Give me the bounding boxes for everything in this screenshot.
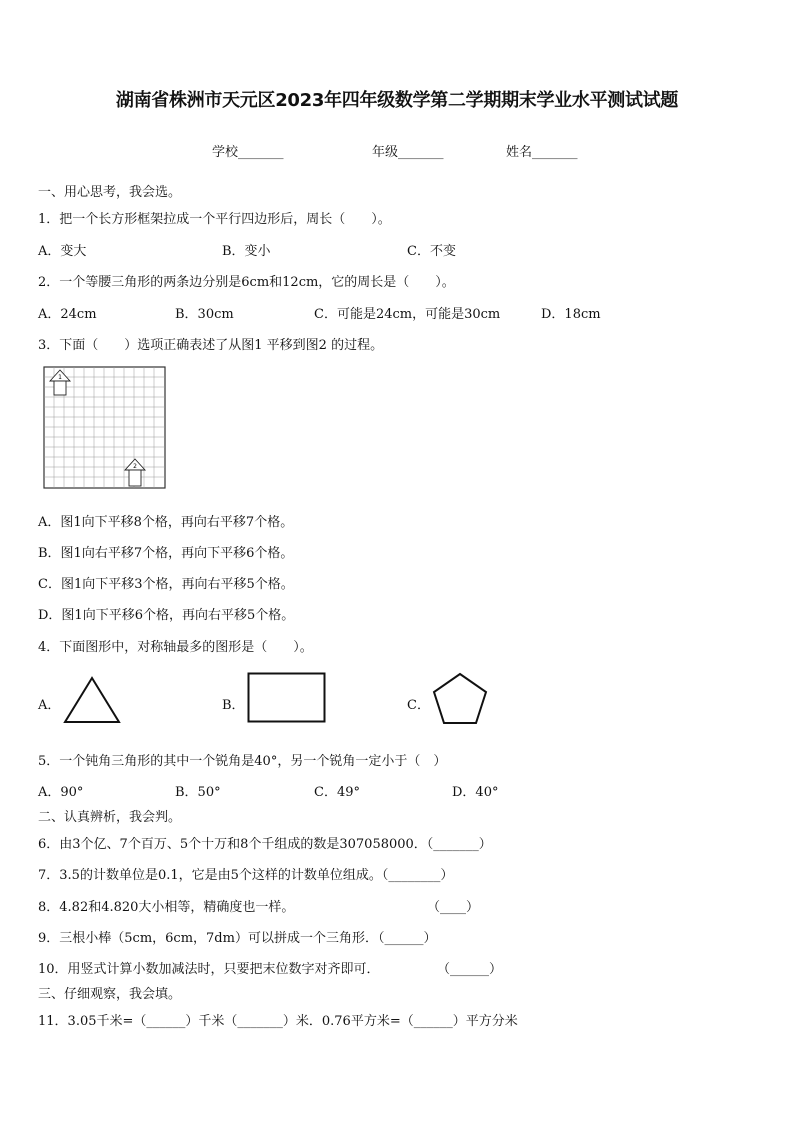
q1-option-a: A．变大 — [38, 244, 87, 259]
q2-option-b: B．30cm — [175, 307, 234, 322]
figure-2-label: 2 — [133, 463, 137, 470]
q2-option-c: C．可能是24cm，可能是30cm — [314, 307, 501, 322]
grid-svg — [43, 366, 167, 490]
section-3-heading: 三、仔细观察，我会填。 — [38, 987, 182, 1002]
q5-option-c: C．49° — [314, 785, 360, 800]
question-6: 6．由3个亿、7个百万、5个十万和8个千组成的数是307058000．（_______） — [38, 837, 492, 852]
q3-option-b: B．图1向右平移7个格，再向下平移6个格。 — [38, 546, 294, 561]
q10-answer-blank: （______） — [437, 962, 503, 977]
q2-option-d: D．18cm — [541, 307, 601, 322]
question-1: 1．把一个长方形框架拉成一个平行四边形后，周长（ ）。 — [38, 212, 391, 227]
section-2-heading: 二、认真辨析，我会判。 — [38, 810, 182, 825]
pentagon-shape — [432, 672, 488, 730]
question-4: 4．下面图形中，对称轴最多的图形是（ ）。 — [38, 640, 313, 655]
figure-1-house-icon — [50, 370, 70, 395]
page-title: 湖南省株洲市天元区2023年四年级数学第二学期期末学业水平测试试题 — [115, 90, 679, 111]
school-field: 学校_______ — [212, 145, 284, 160]
q4-option-c: C． — [407, 698, 430, 713]
name-field: 姓名_______ — [506, 145, 578, 160]
translation-grid-figure — [43, 366, 167, 494]
question-5: 5．一个钝角三角形的其中一个锐角是40°，另一个锐角一定小于（ ） — [38, 754, 447, 769]
q5-option-b: B．50° — [175, 785, 221, 800]
figure-1-label: 1 — [58, 374, 62, 381]
q1-option-c: C．不变 — [407, 244, 456, 259]
q8-answer-blank: （____） — [427, 900, 480, 915]
q4-option-a: A． — [38, 698, 61, 713]
grade-field: 年级_______ — [372, 145, 444, 160]
q5-option-a: A．90° — [38, 785, 84, 800]
q5-option-d: D．40° — [452, 785, 499, 800]
question-9: 9．三根小棒（5cm，6cm，7dm）可以拼成一个三角形．（______） — [38, 931, 437, 946]
q4-option-b: B． — [222, 698, 245, 713]
q3-option-a: A．图1向下平移8个格，再向右平移7个格。 — [38, 515, 294, 530]
section-1-heading: 一、用心思考，我会选。 — [38, 185, 182, 200]
question-3: 3．下面（ ）选项正确表述了从图1 平移到图2 的过程。 — [38, 338, 384, 353]
question-2: 2．一个等腰三角形的两条边分别是6cm和12cm，它的周长是（ ）。 — [38, 275, 455, 290]
rectangle-shape — [247, 672, 327, 728]
figure-2-house-icon — [125, 459, 145, 486]
q1-option-b: B．变小 — [222, 244, 271, 259]
q3-option-d: D．图1向下平移6个格，再向右平移5个格。 — [38, 608, 295, 623]
triangle-shape — [63, 676, 121, 728]
question-11: 11．3.05千米=（______）千米（_______）米．0.76平方米=（______）平方分米 — [38, 1014, 518, 1029]
question-10: 10．用竖式计算小数加减法时，只要把末位数字对齐即可． — [38, 962, 380, 977]
question-8: 8．4.82和4.820大小相等，精确度也一样。 — [38, 900, 295, 915]
question-7: 7．3.5的计数单位是0.1，它是由5个这样的计数单位组成。（________） — [38, 868, 454, 883]
q2-option-a: A．24cm — [38, 307, 97, 322]
q3-option-c: C．图1向下平移3个格，再向右平移5个格。 — [38, 577, 294, 592]
